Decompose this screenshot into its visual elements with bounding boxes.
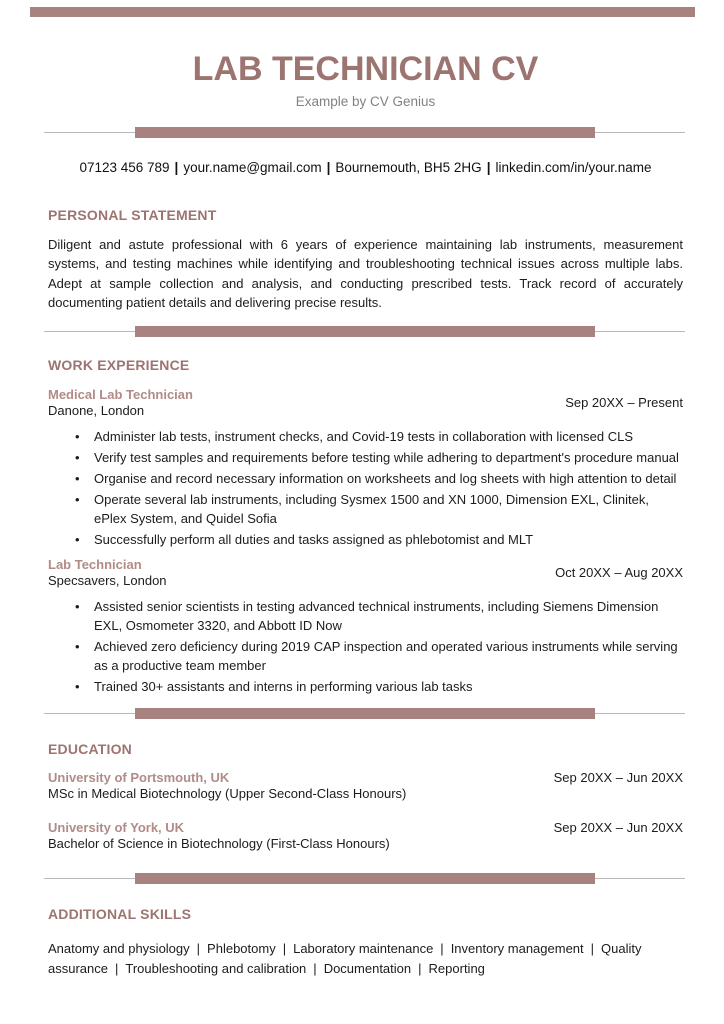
bullet-text: Verify test samples and requirements before testing while adhering to department's procedure manual (94, 450, 679, 466)
bullet-text: Operate several lab instruments, including Sysmex 1500 and XN 1000, Dimension EXL, Clinitek, ePlex System, and Quidel Sofia (94, 492, 649, 527)
job-title-block (48, 387, 193, 419)
education-school: University of York, UK (48, 820, 185, 836)
bullet-item (75, 597, 683, 635)
bullet-dot-icon: • (75, 450, 80, 466)
education-entry (48, 820, 683, 852)
bullet-item (75, 427, 683, 446)
bullet-dot-icon: • (75, 599, 80, 615)
job-dates: Sep 20XX – Present (565, 395, 683, 411)
skill-item: Anatomy and physiology (48, 941, 190, 957)
job-header (48, 557, 683, 589)
bullet-dot-icon: • (75, 471, 80, 487)
skill-separator: | (418, 960, 422, 976)
bullet-text: Assisted senior scientists in testing advanced technical instruments, including Siemens Dimension EXL, Osmometer 3320, and Abbott ID Now (94, 599, 659, 634)
personal-statement-text: Diligent and astute professional with 6 years of experience maintaining lab instruments, measurement systems, and testing machines while identifying and troubleshooting technical issues across multiple labs. Adept at sample collection and analysis, and conducting prescribed tests. Track record of accurately documenting patient details and delivering precise results. (48, 237, 683, 310)
top-accent-bar (30, 7, 695, 17)
education-detail-block (48, 770, 406, 802)
bullet-dot-icon: • (75, 532, 80, 548)
skills-line (48, 939, 683, 978)
contact-line (48, 160, 683, 176)
page-title: LAB TECHNICIAN CV (192, 50, 539, 88)
bullet-dot-icon: • (75, 429, 80, 445)
education-degree: Bachelor of Science in Biotechnology (First-Class Honours) (48, 836, 390, 852)
skill-item: Phlebotomy (207, 941, 276, 957)
contact-phone: 07123 456 789 (79, 160, 170, 175)
bullet-text: Administer lab tests, instrument checks, and Covid-19 tests in collaboration with licensed CLS (94, 429, 634, 445)
job-entry (48, 387, 683, 549)
bullet-text: Trained 30+ assistants and interns in performing various lab tasks (94, 679, 473, 695)
section-divider (44, 873, 685, 884)
page-subtitle: Example by CV Genius (295, 94, 436, 109)
contact-location: Bournemouth, BH5 2HG (335, 160, 482, 175)
section-divider (44, 326, 685, 337)
contact-separator: | (326, 160, 331, 175)
section-divider (44, 708, 685, 719)
divider-accent-bar (135, 708, 595, 719)
heading-education: EDUCATION (48, 741, 132, 758)
contact-separator: | (174, 160, 179, 175)
education-school: University of Portsmouth, UK (48, 770, 230, 786)
divider-accent-bar (135, 127, 595, 138)
skill-separator: | (196, 941, 201, 957)
job-bullet-list (48, 427, 683, 549)
skill-separator: | (114, 960, 119, 976)
education-dates: Sep 20XX – Jun 20XX (553, 770, 683, 786)
divider-accent-bar (135, 326, 595, 337)
bullet-text: Successfully perform all duties and tasks assigned as phlebotomist and MLT (94, 532, 534, 548)
bullet-dot-icon: • (75, 492, 80, 508)
bullet-dot-icon: • (75, 679, 80, 695)
bullet-dot-icon: • (75, 639, 80, 655)
job-entry (48, 557, 683, 696)
education-detail-block (48, 820, 390, 852)
skill-separator: | (590, 941, 595, 957)
skill-separator: | (313, 960, 317, 976)
skill-item: Reporting (428, 960, 485, 976)
bullet-item (75, 637, 683, 675)
bullet-item (75, 530, 683, 549)
divider-accent-bar (135, 873, 595, 884)
skill-item: Laboratory maintenance (293, 941, 434, 957)
job-title: Lab Technician (48, 557, 142, 573)
education-degree: MSc in Medical Biotechnology (Upper Second-Class Honours) (48, 786, 407, 802)
job-header (48, 387, 683, 419)
bullet-item (75, 677, 683, 696)
contact-linkedin: linkedin.com/in/your.name (495, 160, 652, 175)
job-company: Specsavers, London (48, 573, 167, 589)
skill-item: Inventory management (450, 941, 584, 957)
education-entry (48, 770, 683, 802)
education-dates: Sep 20XX – Jun 20XX (553, 820, 683, 836)
skill-item: Troubleshooting and calibration (125, 960, 307, 976)
contact-separator: | (486, 160, 491, 175)
section-divider (44, 127, 685, 138)
contact-email: your.name@gmail.com (183, 160, 322, 175)
bullet-item (75, 490, 683, 528)
bullet-item (75, 448, 683, 467)
heading-work-experience: WORK EXPERIENCE (48, 357, 190, 374)
job-dates: Oct 20XX – Aug 20XX (555, 565, 683, 581)
job-bullet-list (48, 597, 683, 696)
heading-additional-skills: ADDITIONAL SKILLS (48, 906, 192, 923)
bullet-item (75, 469, 683, 488)
skill-separator: | (282, 941, 287, 957)
skill-item: Documentation (323, 960, 412, 976)
heading-personal-statement: PERSONAL STATEMENT (48, 207, 217, 223)
job-company: Danone, London (48, 403, 145, 419)
bullet-text: Achieved zero deficiency during 2019 CAP inspection and operated various instruments while serving as a productive team member (94, 639, 678, 674)
bullet-text: Organise and record necessary information on worksheets and log sheets with high attention to detail (94, 471, 677, 487)
job-title: Medical Lab Technician (48, 387, 193, 403)
skill-separator: | (440, 941, 444, 957)
skill-item: Quality assurance (48, 941, 642, 976)
job-title-block (48, 557, 167, 589)
